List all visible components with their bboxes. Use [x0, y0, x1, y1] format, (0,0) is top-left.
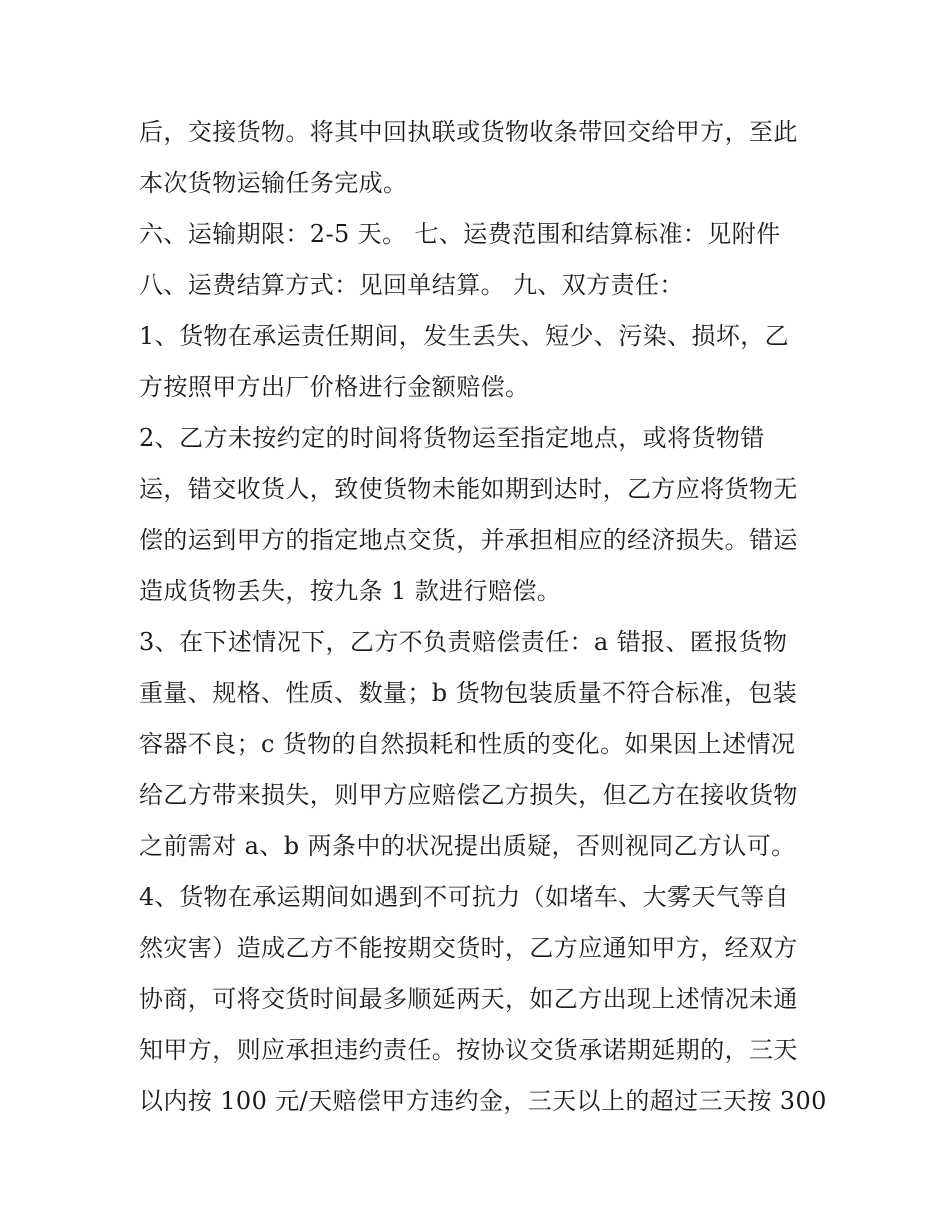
text-line: 给乙方带来损失，则甲方应赔偿乙方损失，但乙方在接收货物 — [139, 781, 798, 809]
text-line: 偿的运到甲方的指定地点交货，并承担相应的经济损失。错运 — [139, 526, 798, 554]
text-line: 容器不良；c 货物的自然损耗和性质的变化。如果因上述情况 — [139, 730, 796, 758]
text-line: 2、乙方未按约定的时间将货物运至指定地点，或将货物错 — [139, 424, 765, 452]
text-line: 4、货物在承运期间如遇到不可抗力（如堵车、大雾天气等自 — [139, 883, 790, 911]
document-body — [139, 107, 827, 1127]
text-line: 之前需对 a、b 两条中的状况提出质疑，否则视同乙方认可。 — [139, 832, 796, 860]
text-line: 协商，可将交货时间最多顺延两天，如乙方出现上述情况未通 — [139, 985, 798, 1013]
text-line: 后，交接货物。将其中回执联或货物收条带回交给甲方，至此 — [139, 118, 798, 146]
text-line: 运，错交收货人，致使货物未能如期到达时，乙方应将货物无 — [139, 475, 798, 503]
text-line: 方按照甲方出厂价格进行金额赔偿。 — [139, 373, 530, 401]
text-line: 八、运费结算方式：见回单结算。 九、双方责任： — [139, 271, 684, 299]
text-line: 以内按 100 元/天赔偿甲方违约金，三天以上的超过三天按 300 — [139, 1087, 827, 1115]
text-line: 3、在下述情况下，乙方不负责赔偿责任：a 错报、匿报货物 — [139, 628, 788, 656]
text-line: 本次货物运输任务完成。 — [139, 169, 408, 197]
text-line: 重量、规格、性质、数量；b 货物包装质量不符合标准，包装 — [139, 679, 798, 707]
text-line: 然灾害）造成乙方不能按期交货时，乙方应通知甲方，经双方 — [139, 934, 798, 962]
text-line: 1、货物在承运责任期间，发生丢失、短少、污染、损坏，乙 — [139, 322, 790, 350]
text-line: 六、运输期限：2-5 天。 七、运费范围和结算标准：见附件 — [139, 220, 781, 248]
text-line: 知甲方，则应承担违约责任。按协议交货承诺期延期的，三天 — [139, 1036, 798, 1064]
text-line: 造成货物丢失，按九条 1 款进行赔偿。 — [139, 577, 562, 605]
